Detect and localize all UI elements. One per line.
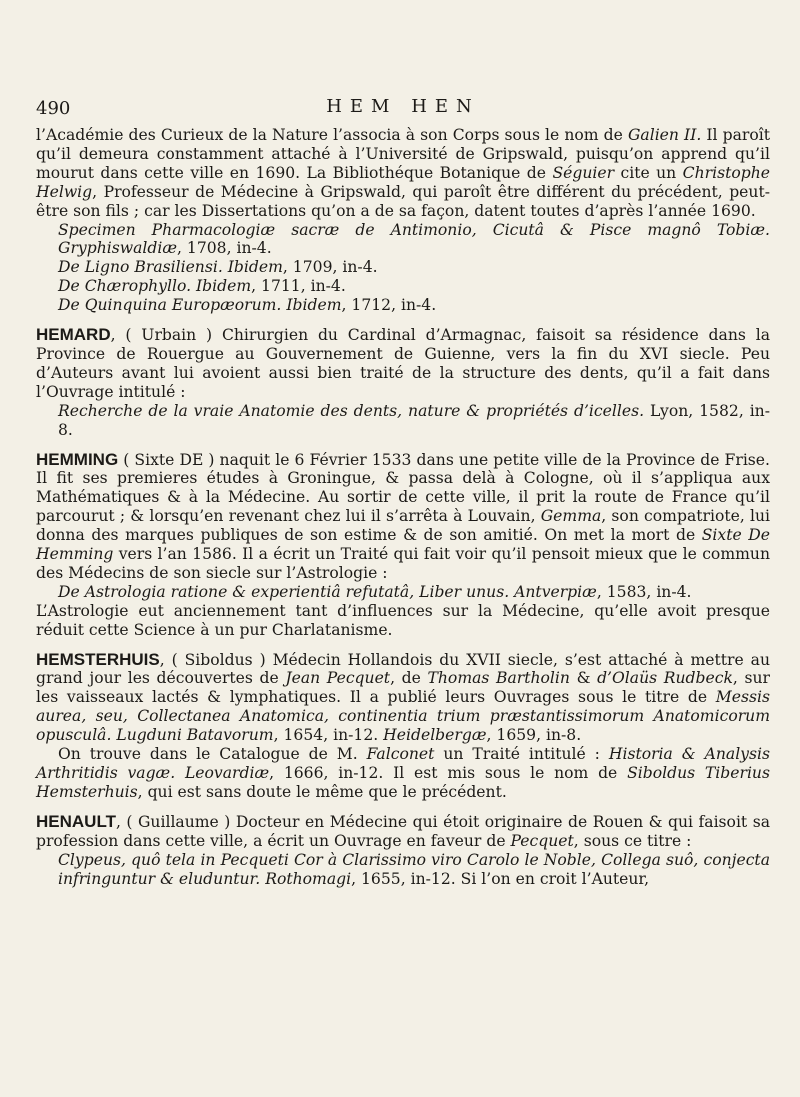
- paragraph-helwig-continuation: l’Académie des Curieux de la Nature l’associa à son Corps sous le nom de Galien II. Il paroît qu’il demeura constamment attaché à l’Université de Gripswald, puisqu’on apprend qu’il mourut dans cette ville en 1690. La Bibliothéque Botanique de Séguier cite un Christophe Helwig, Professeur de Médecine à Gripswald, qui paroît être différent du précédent, peut-être son fils ; car les Dissertations qu’on a de sa façon, datent toutes d’après l’année 1690.: [36, 126, 771, 220]
- paragraph-text: L’Astrologie eut anciennement tant d’influences sur la Médecine, qu’elle avoit presque réduit cette Science à un pur Charlatanisme.: [36, 601, 770, 639]
- work-title: De Ligno Brasiliensi. Ibidem, 1709, in-4.: [58, 258, 378, 277]
- entry-henault: HENAULT, ( Guillaume ) Docteur en Médecine qui étoit originaire de Rouen & qui faisoit sa profession dans cette ville, a écrit un Ouvrage en faveur de Pecquet, sous ce titre :: [36, 811, 770, 850]
- entry-name: HEMMING: [36, 449, 119, 469]
- entry-name: HENAULT: [36, 811, 116, 831]
- work-title: Specimen Pharmacologiæ sacræ de Antimonio, Cicutâ & Pisce magnô Tobiæ. Gryphiswaldiæ, 1708, in-4.: [58, 220, 770, 258]
- entry-hemsterhuis: HEMSTERHUIS, ( Siboldus ) Médecin Hollandois du XVII siecle, s’est attaché à mettre au grand jour les découvertes de Jean Pecquet, de Thomas Bartholin & d’Olaüs Rudbeck, sur les vaisseaux lactés & lymphatiques. Il a publié leurs Ouvrages sous le titre de Messis aurea, seu, Collectanea Anatomica, continentia trium præstantissimorum Anatomicorum opusculâ. Lugduni Batavorum, 1654, in-12. Heidelbergæ, 1659, in-8.: [36, 649, 770, 745]
- entry-hemard: HEMARD, ( Urbain ) Chirurgien du Cardinal d’Armagnac, faisoit sa résidence dans la Province de Rouergue au Gouvernement de Guienne, vers la fin du XVI siecle. Peu d’Auteurs avant lui avoient aussi bien traité de la structure des dents, qu’il a fait dans l’Ouvrage intitulé :: [36, 325, 770, 401]
- work-title: Recherche de la vraie Anatomie des dents, nature & propriétés d’icelles. Lyon, 1582, in-8.: [58, 401, 770, 439]
- page-number: 490: [36, 98, 71, 119]
- entry-hemming: HEMMING ( Sixte DE ) naquit le 6 Février 1533 dans une petite ville de la Province de Frise. Il fit ses premieres études à Groningue, & passa delà à Cologne, où il s’appliqua aux Mathématiques & à la Médecine. Au sortir de cette ville, il prit la route de France qu’il parcourut ; & lorsqu’en revenant chez lui il s’arrêta à Louvain, Gemma, son compatriote, lui donna des marques publiques de son estime & de son amitié. On met la mort de Sixte De Hemming vers l’an 1586. Il a écrit un Traité qui fait voir qu’il pensoit mieux que le commun des Médecins de son siecle sur l’Astrologie :: [36, 449, 771, 582]
- work-title: De Astrologia ratione & experientiâ refutatâ, Liber unus. Antverpiæ, 1583, in-4.: [58, 582, 692, 601]
- page-header: [36, 98, 770, 120]
- work-title: De Quinquina Europæorum. Ibidem, 1712, in-4.: [58, 296, 437, 315]
- page-content: [36, 126, 770, 888]
- running-head: HEM HEN: [326, 96, 480, 117]
- work-title: Clypeus, quô tela in Pecqueti Cor à Clarissimo viro Carolo le Noble, Collega suô, conjecta infringuntur & eluduntur. Rothomagi, 1655, in-12. Si l’on en croit l’Auteur,: [58, 850, 770, 888]
- paragraph-text: On trouve dans le Catalogue de M. Falconet un Traité intitulé : Historia & Analysis Arthritidis vagæ. Leovardiæ, 1666, in-12. Il est mis sous le nom de Siboldus Tiberius Hemsterhuis, qui est sans doute le même que le précédent.: [36, 745, 770, 801]
- entry-name: HEMSTERHUIS: [36, 649, 160, 669]
- entry-name: HEMARD: [36, 325, 111, 345]
- work-title: De Chærophyllo. Ibidem, 1711, in-4.: [58, 277, 346, 296]
